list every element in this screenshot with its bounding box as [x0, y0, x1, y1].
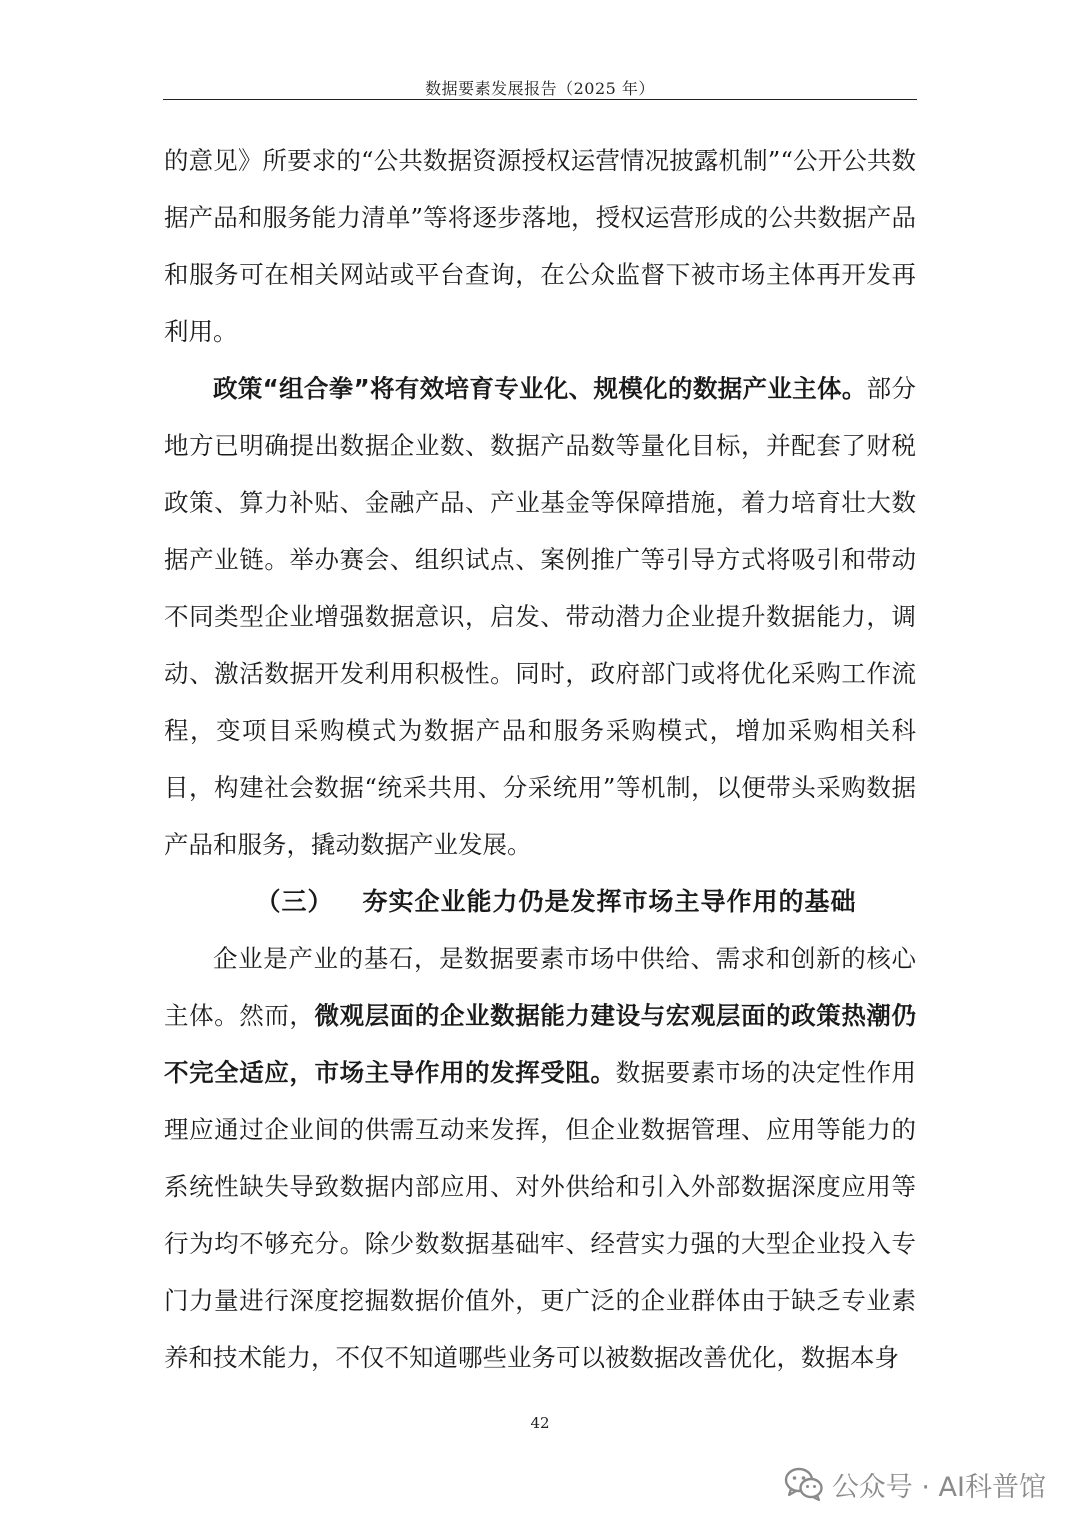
wechat-icon: [784, 1467, 824, 1501]
paragraph-1-text: 的意见》所要求的“公共数据资源授权运营情况披露机制”“公开公共数据产品和服务能力清单”等将逐步落地，授权运营形成的公共数据产品和服务可在相关网站或平台查询，在公众监督下被市场主体再开发再利用。: [164, 146, 916, 346]
section-heading: （三） 夯实企业能力仍是发挥市场主导作用的基础: [255, 887, 857, 916]
paragraph-2: [164, 360, 916, 873]
paragraph-3-start: 企业是产业的基石，是数据要素市场中供给、需求和创新的核心主体。然而，: [164, 944, 916, 1030]
header-rule: [163, 99, 917, 100]
watermark-text: 公众号 · AI科普馆: [831, 1471, 1046, 1503]
document-body: [164, 132, 916, 1386]
paragraph-1: [164, 132, 916, 360]
paragraph-3: [164, 930, 916, 1386]
paragraph-3-bold: 微观层面的企业数据能力建设与宏观层面的政策热潮仍不完全适应，市场主导作用的发挥受阻。: [164, 1001, 917, 1087]
running-header: 数据要素发展报告（2025 年）: [425, 79, 655, 98]
paragraph-2-bold-lead: 政策“组合拳”将有效培育专业化、规模化的数据产业主体。: [213, 374, 867, 403]
paragraph-3-text: 数据要素市场的决定性作用理应通过企业间的供需互动来发挥，但企业数据管理、应用等能力的系统性缺失导致数据内部应用、对外供给和引入外部数据深度应用等行为均不够充分。除少数数据基础牢、经营实力强的大型企业投入专门力量进行深度挖掘数据价值外，更广泛的企业群体由于缺乏专业素养和技术能力，不仅不知道哪些业务可以被数据改善优化，数据本身: [164, 1058, 917, 1372]
page-number: 42: [530, 1414, 550, 1432]
watermark: [784, 1462, 1046, 1506]
paragraph-2-text: 部分地方已明确提出数据企业数、数据产品数等量化目标，并配套了财税政策、算力补贴、金融产品、产业基金等保障措施，着力培育壮大数据产业链。举办赛会、组织试点、案例推广等引导方式将吸引和带动不同类型企业增强数据意识，启发、带动潜力企业提升数据能力，调动、激活数据开发利用积极性。同时，政府部门或将优化采购工作流程，变项目采购模式为数据产品和服务采购模式，增加采购相关科目，构建社会数据“统采共用、分采统用”等机制，以便带头采购数据产品和服务，撬动数据产业发展。: [164, 374, 917, 859]
